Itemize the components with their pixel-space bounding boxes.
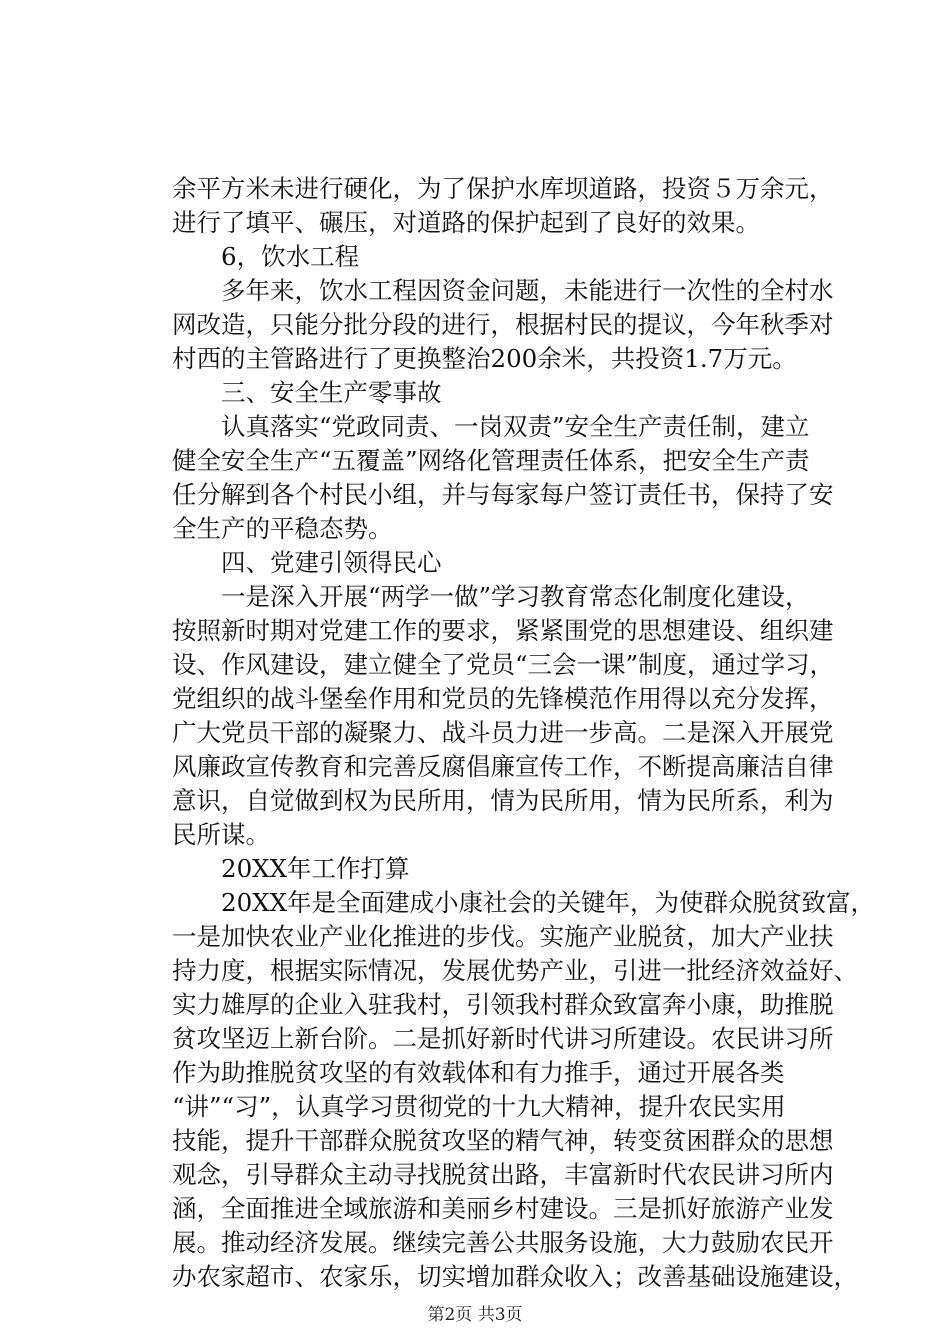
text-line: 技能，提升干部群众脱贫攻坚的精气神，转变贫困群众的思想 — [172, 1126, 834, 1155]
text-line: 20XX年是全面建成小康社会的关键年，为使群众脱贫致富， — [172, 888, 876, 917]
text-line: 风廉政宣传教育和完善反腐倡廉宣传工作，不断提高廉洁自律 — [172, 752, 834, 781]
text-line: 任分解到各个村民小组，并与每家每户签订责任书，保持了安 — [172, 480, 834, 509]
text-line: 设、作风建设，建立健全了党员“三会一课”制度，通过学习， — [172, 650, 835, 679]
text-line: 展。推动经济发展。继续完善公共服务设施，大力鼓励农民开 — [172, 1228, 834, 1257]
text-line: 贫攻坚迈上新台阶。二是抓好新时代讲习所建设。农民讲习所 — [172, 1024, 834, 1053]
text-line: 健全安全生产“五覆盖”网络化管理责任体系，把安全生产责 — [172, 446, 810, 475]
text-line: 网改造，只能分批分段的进行，根据村民的提议，今年秋季对 — [172, 310, 834, 339]
text-line: 实力雄厚的企业入驻我村，引领我村群众致富奔小康，助推脱 — [172, 990, 834, 1019]
text-line: 民所谋。 — [172, 820, 270, 849]
text-line: “讲”“习”，认真学习贯彻党的十九大精神，提升农民实用 — [172, 1092, 786, 1121]
text-line: 村西的主管路进行了更换整治200余米，共投资1.7万元。 — [172, 344, 797, 373]
page-number-footer: 第2页 共3页 — [427, 1305, 523, 1325]
text-line: 党组织的战斗堡垒作用和党员的先锋模范作用得以充分发挥， — [172, 684, 834, 713]
text-line: 余平方米未进行硬化，为了保护水库坝道路，投资５万余元， — [172, 174, 834, 203]
text-line: 意识，自觉做到权为民所用，情为民所用，情为民所系，利为 — [172, 786, 834, 815]
text-line: 广大党员干部的凝聚力、战斗员力进一步高。二是深入开展党 — [172, 718, 834, 747]
text-line: 办农家超市、农家乐，切实增加群众收入；改善基础设施建设， — [172, 1262, 858, 1291]
section-heading: 20XX年工作打算 — [172, 854, 410, 883]
text-line: 一是深入开展“两学一做”学习教育常态化制度化建设， — [172, 582, 810, 611]
section-heading: 6，饮水工程 — [172, 242, 360, 271]
text-line: 认真落实“党政同责、一岗双责”安全生产责任制，建立 — [172, 412, 810, 441]
text-line: 观念，引导群众主动寻找脱贫出路，丰富新时代农民讲习所内 — [172, 1160, 834, 1189]
text-line: 涵，全面推进全域旅游和美丽乡村建设。三是抓好旅游产业发 — [172, 1194, 834, 1223]
text-line: 多年来，饮水工程因资金问题，未能进行一次性的全村水 — [172, 276, 834, 305]
text-line: 持力度，根据实际情况，发展优势产业，引进一批经济效益好、 — [172, 956, 858, 985]
text-line: 作为助推脱贫攻坚的有效载体和有力推手，通过开展各类 — [172, 1058, 785, 1087]
section-heading: 四、党建引领得民心 — [172, 548, 442, 577]
text-line: 全生产的平稳态势。 — [172, 514, 393, 543]
section-heading: 三、安全生产零事故 — [172, 378, 442, 407]
text-line: 进行了填平、碾压，对道路的保护起到了良好的效果。 — [172, 208, 760, 237]
text-line: 按照新时期对党建工作的要求，紧紧围党的思想建设、组织建 — [172, 616, 834, 645]
text-line: 一是加快农业产业化推进的步伐。实施产业脱贫，加大产业扶 — [172, 922, 834, 951]
